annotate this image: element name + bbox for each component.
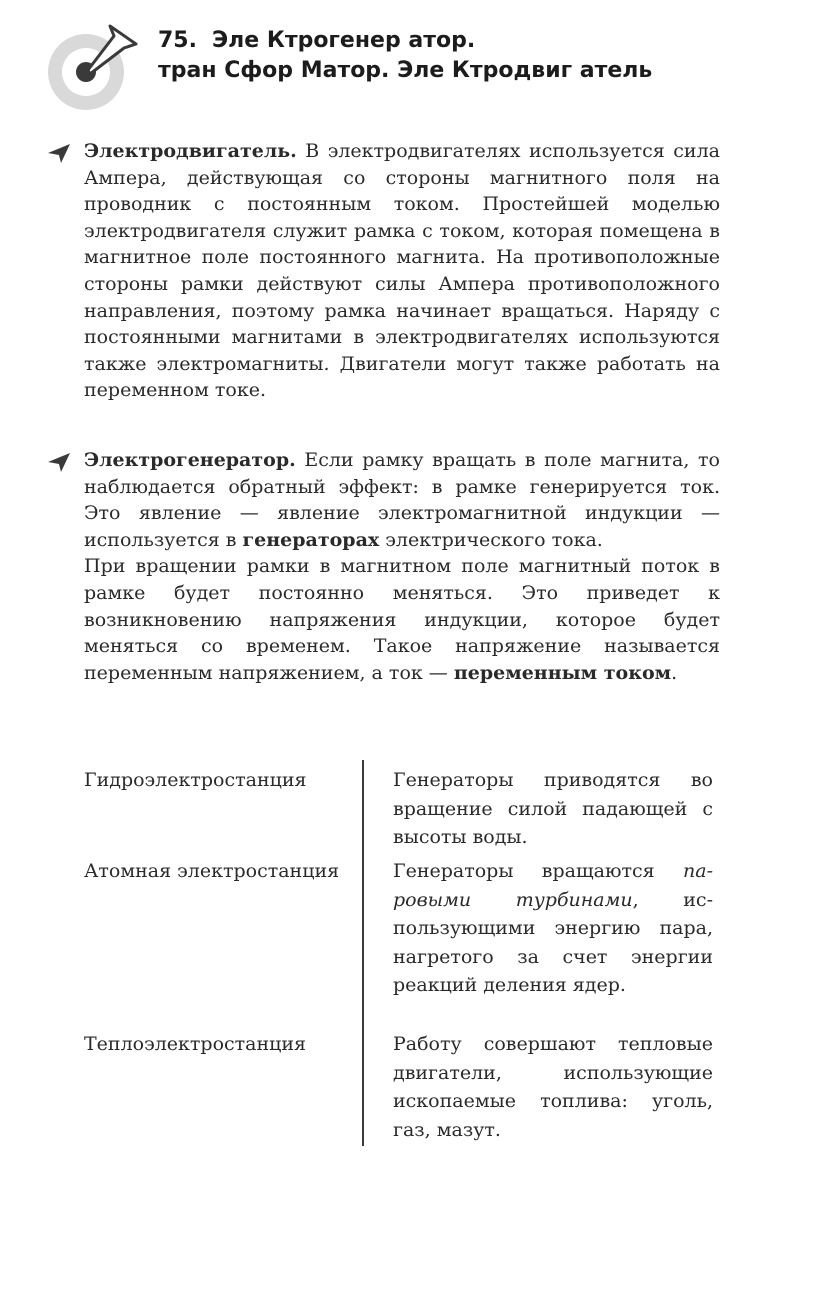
target-arrow-icon — [44, 20, 144, 112]
table-desc-italic: паровыми турбинами — [393, 860, 713, 911]
motor-term: Электродвигатель. — [84, 140, 297, 162]
table-row-desc — [393, 857, 713, 1000]
page-title — [158, 26, 652, 86]
table-divider — [362, 760, 364, 1146]
generator-text-a: Если рамку вращать в поле магнита, то наблюдается обратный эффект: в рамке генерируется ток. Это явление — явление электромагнитной индукции — используется в — [84, 449, 720, 551]
generator-section — [84, 447, 720, 686]
table-row-station: Гидроэлектростанция — [84, 769, 307, 791]
table-desc-part: , использующими энергию пара, нагретого за счет энергии реакций деления ядер. — [393, 888, 713, 996]
table-row-station: Теплоэлектростанция — [84, 1033, 307, 1055]
table-row-station: Атомная электростанция — [84, 860, 340, 882]
table-desc-part: Генераторы вращаются — [393, 860, 683, 882]
title-line-2: тран Сфор Матор. Эле Ктродвиг атель — [158, 58, 653, 83]
pointer-arrow-icon — [46, 451, 72, 473]
generator-bold: генераторах — [242, 528, 380, 551]
generator-term: Электрогенератор. — [84, 449, 296, 471]
motor-section — [84, 138, 720, 404]
motor-text: В электродвигателях используется сила Ампера, действующая со стороны магнитного поля на проводник с постоянным током. Простейшей моделью электродвигателя служит рамка с током, которая помещена в магнитное поле постоянного магнита. На противоположные стороны рамки действуют силы Ампера противоположного направления, поэтому рамка начинает вращаться. Наряду с постоянными магнитами в электродвигателях используются также электромагниты. Двигатели могут также работать на переменном токе. — [84, 140, 720, 402]
table-row-desc: Генераторы приводятся во вращение силой падающей с высоты воды. — [393, 769, 713, 848]
table-row-desc: Работу совершают тепловые двигатели, использующие ископаемые топлива: уголь, газ, мазут. — [393, 1033, 713, 1141]
title-line-1: Эле Ктрогенер атор. — [212, 28, 476, 53]
section-number: 75. — [158, 28, 197, 53]
generator-para2-end: . — [671, 661, 678, 684]
generator-para2-bold: переменным током — [453, 661, 672, 684]
pointer-arrow-icon — [46, 142, 72, 164]
generator-text-b: электрического тока. — [379, 528, 603, 551]
generator-para2: При вращении рамки в магнитном поле магнитный поток в рамке будет постоянно меняться. Это приведет к возникновению напряжения индукции, которое будет меняться со временем. Такое напряжение называется переменным напряжением, а ток — — [84, 555, 720, 684]
